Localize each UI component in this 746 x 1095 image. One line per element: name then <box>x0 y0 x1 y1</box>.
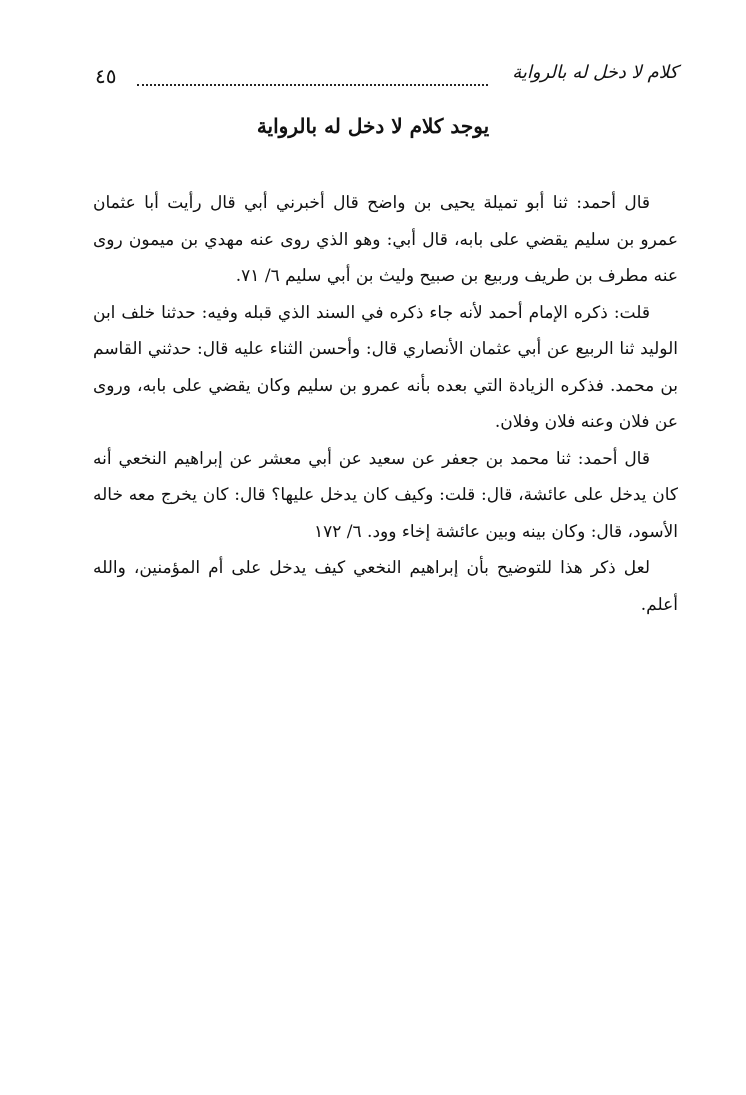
paragraph: لعل ذكر هذا للتوضيح بأن إبراهيم النخعي كيف يدخل على أم المؤمنين، والله أعلم. <box>93 558 678 615</box>
body-text <box>93 185 678 623</box>
header-dotted-rule <box>137 84 488 86</box>
page-number: ٤٥ <box>95 64 117 88</box>
paragraph: قلت: ذكره الإمام أحمد لأنه جاء ذكره في السند الذي قبله وفيه: حدثنا خلف ابن الوليد ثنا الربيع عن أبي عثمان الأنصاري قال: وأحسن الثناء عليه قال: حدثني القاسم بن محمد. فذكره الزيادة التي بعده بأنه عمرو بن سليم وكان يقضي على بابه، وروى عن فلان وعنه فلان وفلان. <box>93 302 678 432</box>
section-title: يوجد كلام لا دخل له بالرواية <box>256 114 490 138</box>
paragraph: قال أحمد: ثنا أبو تميلة يحيى بن واضح قال أخبرني أبي قال رأيت أبا عثمان عمرو بن سليم يقضي على بابه، قال أبي: وهو الذي روى عنه مهدي بن ميمون روى عنه مطرف بن طريف وربيع بن صبيح وليث بن أبي سليم ٦/ ٧١. <box>93 193 678 286</box>
running-header <box>95 58 678 92</box>
running-title: كلام لا دخل له بالرواية <box>512 62 678 83</box>
paragraph: قال أحمد: ثنا محمد بن جعفر عن سعيد عن أبي معشر عن إبراهيم النخعي أنه كان يدخل على عائشة، قال: قلت: وكيف كان يدخل عليها؟ قال: كان يخرج معه خاله الأسود، قال: وكان بينه وبين عائشة إخاء وود. ٦/ ١٧٢ <box>93 448 678 542</box>
